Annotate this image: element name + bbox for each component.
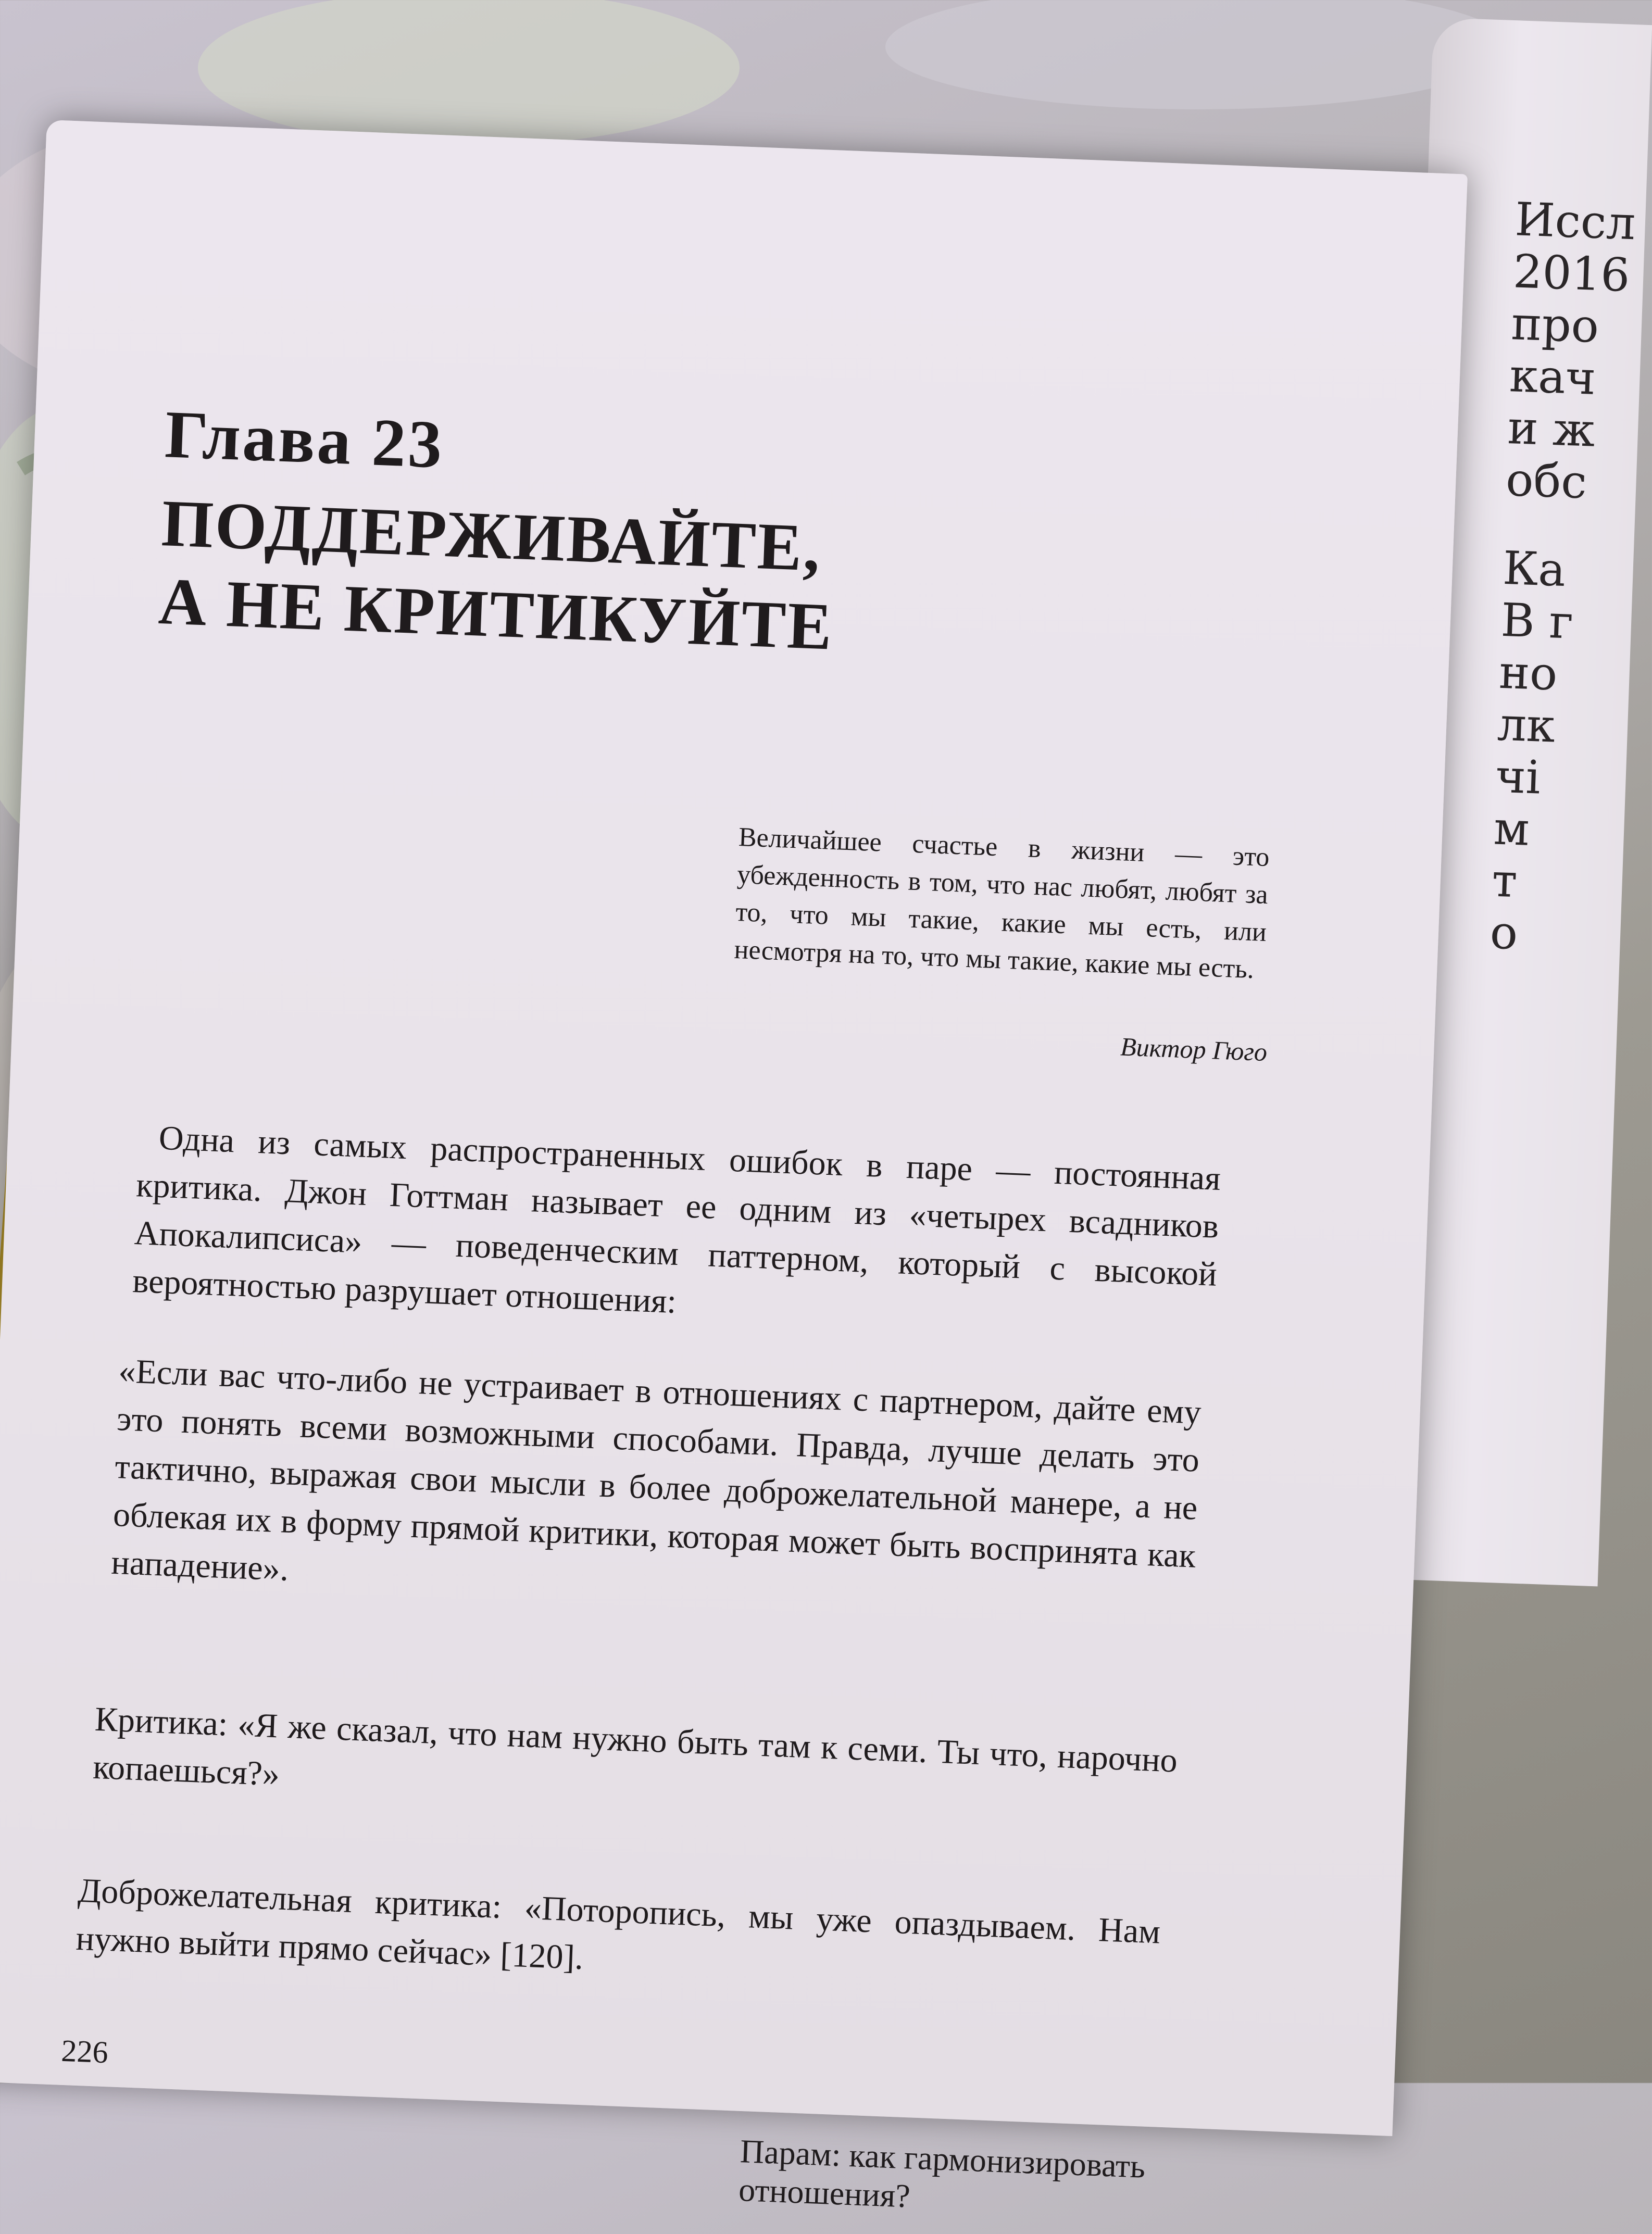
right-page-fragment: 2016 — [1512, 244, 1631, 303]
right-page-fragment: кач — [1508, 348, 1597, 405]
epigraph-quote: Величайшее счастье в жизни — это убежденность в том, что нас любят, любят за то, что мы такие, какие мы есть, или несмотря на то, что мы такие, какие мы есть. — [733, 822, 1270, 985]
epigraph-author: Виктор Гюго — [1120, 1032, 1268, 1067]
right-page-fragment: чі — [1494, 749, 1542, 805]
body-paragraph: Одна из самых распространенных ошибок в паре — постоянная критика. Джон Готтман называет ее одним из «четырех всадников Апокалипсиса» — поведенческим паттерном, который с высокой вероятностью разрушает отношения: — [132, 1119, 1222, 1321]
right-page-fragment: Ка — [1501, 541, 1567, 597]
right-page-fragment: Иссл — [1514, 192, 1636, 250]
running-footer: Парам: как гармонизировать отношения? — [738, 2132, 1146, 2215]
right-page-fragment: т — [1491, 853, 1519, 908]
right-page-fragment: В г — [1500, 593, 1574, 649]
chapter-heading: Глава 23 — [164, 397, 446, 483]
right-page-fragment: и ж — [1507, 400, 1596, 457]
book-page — [0, 120, 1468, 2215]
right-page-fragment: обс — [1505, 453, 1588, 509]
right-page-fragment: но — [1498, 645, 1559, 701]
body-paragraph: Доброжелательная критика: «Поторопись, мы уже опаздываем. Нам нужно выйти прямо сейчас» [120]. — [75, 1871, 1161, 1977]
page-number: 226 — [60, 2033, 109, 2070]
right-page-fragment: о — [1489, 905, 1519, 960]
body-paragraph: Критика: «Я же сказал, что нам нужно быть там к семи. Ты что, нарочно копаешься?» — [92, 1700, 1179, 1793]
right-page-fragment: про — [1510, 296, 1600, 353]
page-content — [60, 395, 1327, 2215]
right-page-fragment: м — [1493, 801, 1531, 856]
block-quote: «Если вас что-либо не устраивает в отношениях с партнером, дайте ему это понять всеми возможными способами. Правда, лучше делать это тактично, выражая свои мысли в более доброжелательной манере, а не облекая их в форму прямой критики, которая может быть воспринята как нападение». — [110, 1352, 1202, 1588]
chapter-title-line: ПОДДЕРЖИВАЙТЕ, — [160, 486, 823, 585]
chapter-title — [157, 484, 838, 666]
right-page-fragment: лк — [1496, 697, 1556, 753]
chapter-title-line: А НЕ КРИТИКУЙТЕ — [157, 563, 835, 664]
